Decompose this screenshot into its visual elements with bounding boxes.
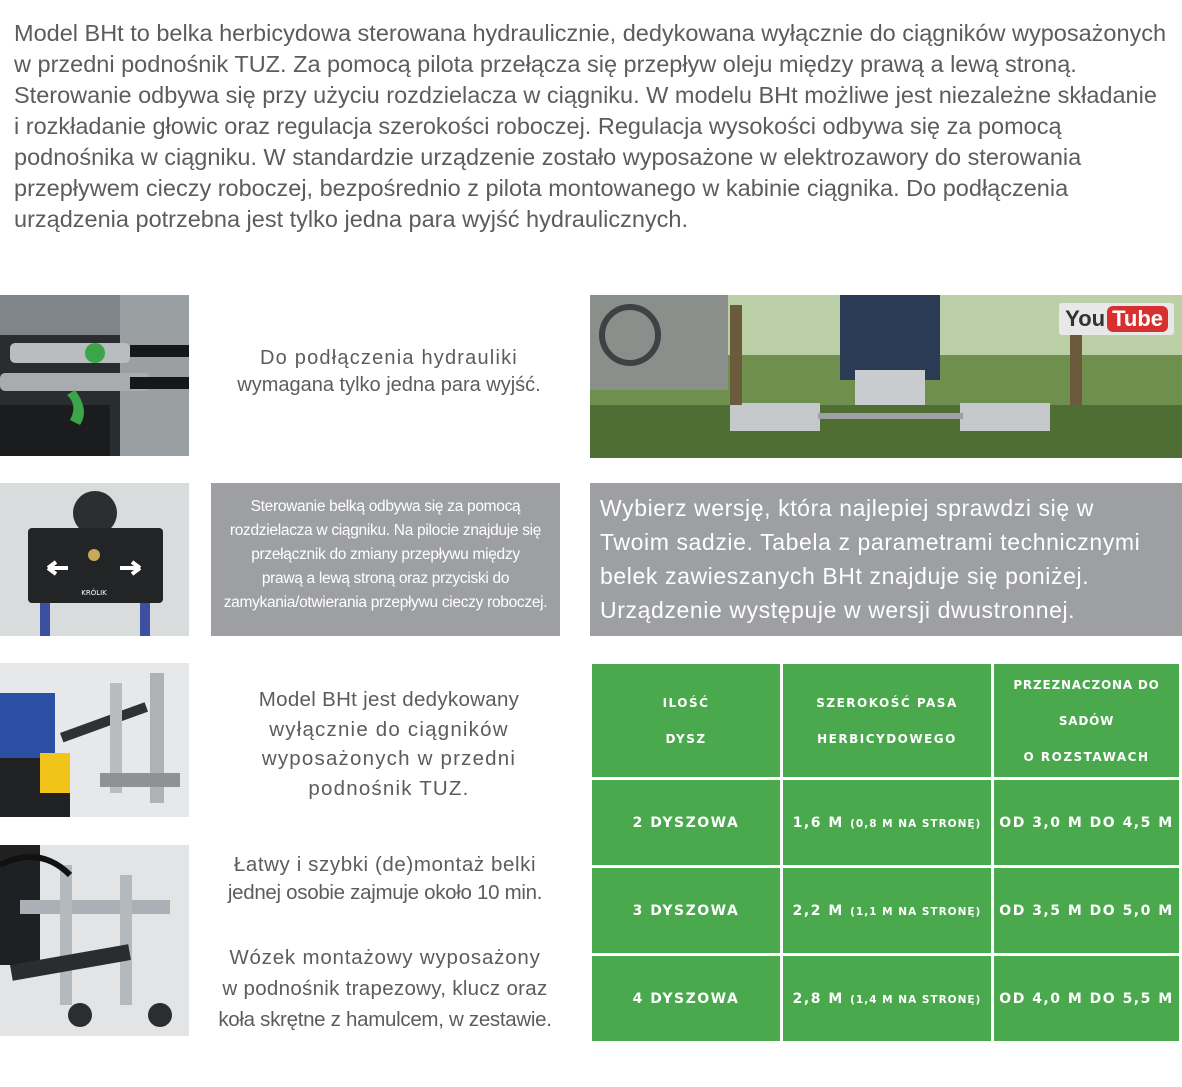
caption-line: wyłącznie do ciągników	[269, 717, 509, 741]
header-line: DYSZ	[665, 731, 707, 746]
tractor-front-mount-photo	[0, 663, 189, 817]
caption-line: w podnośnik trapezowy, klucz oraz	[222, 977, 548, 1000]
cell-nozzles: 4 DYSZOWA	[591, 955, 782, 1043]
intro-line: przepływem cieczy roboczej, bezpośrednio z pilota montowanego w kabinie ciągnika. Do podłączenia	[14, 175, 1069, 201]
table-row	[591, 867, 1181, 955]
cell-spacing: OD 3,5 M DO 5,0 M	[993, 867, 1181, 955]
header-line: SZEROKOŚĆ PASA	[816, 695, 958, 710]
video-thumbnail[interactable]	[590, 295, 1182, 458]
version-line: belek zawieszanych BHt znajduje się poniżej.	[600, 563, 1090, 589]
cell-nozzles: 2 DYSZOWA	[591, 779, 782, 867]
intro-line: urządzenia potrzebna jest tylko jedna para wyjść hydraulicznych.	[14, 206, 689, 232]
header-line: HERBICYDOWEGO	[817, 731, 957, 746]
width-note: (1,1 M NA STRONĘ)	[850, 905, 982, 918]
youtube-logo-icon	[1059, 303, 1174, 335]
caption-line: wyposażonych w przedni	[261, 747, 517, 770]
intro-line: podnośnika w ciągniku. W standardzie urządzenie zostało wyposażone w elektrozawory do sterowania	[14, 144, 1082, 170]
version-line: Wybierz wersję, która najlepiej sprawdzi się w	[600, 495, 1094, 521]
version-line: Twoim sadzie. Tabela z parametrami technicznymi	[600, 529, 1141, 555]
header-spacing	[993, 663, 1181, 779]
remote-line: rozdzielacza w ciągniku. Na pilocie znajduje się	[229, 522, 542, 539]
width-value: 2,8 M	[792, 990, 844, 1007]
cell-spacing: OD 3,0 M DO 4,5 M	[993, 779, 1181, 867]
hydraulic-couplers-photo	[0, 295, 189, 456]
header-width	[782, 663, 993, 779]
remote-line: prawą a lewą stroną oraz przyciski do	[261, 570, 510, 587]
remote-brand-label: KRÓLIK	[81, 589, 107, 597]
width-note: (0,8 M NA STRONĘ)	[850, 817, 982, 830]
header-line: PRZEZNACZONA DO SADÓW	[1013, 677, 1160, 728]
cell-spacing: OD 4,0 M DO 5,5 M	[993, 955, 1181, 1043]
youtube-logo-tube: Tube	[1107, 306, 1168, 332]
caption-line: koła skrętne z hamulcem, w zestawie.	[218, 1008, 552, 1031]
caption-line: jednej osobie zajmuje około 10 min.	[227, 881, 543, 904]
remote-line: Sterowanie belką odbywa się za pomocą	[250, 498, 521, 515]
intro-line: w przedni podnośnik TUZ. Za pomocą pilota przełącza się przepływ oleju między prawą a lewą stroną.	[14, 51, 1077, 77]
width-note: (1,4 M NA STRONĘ)	[850, 993, 982, 1006]
table-row	[591, 779, 1181, 867]
header-nozzles	[591, 663, 782, 779]
mounting-caption	[210, 851, 560, 907]
version-info-box	[590, 483, 1182, 636]
caption-line: Wózek montażowy wyposażony	[229, 946, 541, 969]
cell-nozzles: 3 DYSZOWA	[591, 867, 782, 955]
table-row	[591, 955, 1181, 1043]
intro-line: i rozkładanie głowic oraz regulacja szerokości roboczej. Regulacja wysokości odbywa się za pomocą	[14, 113, 1062, 139]
caption-line: podnośnik TUZ.	[308, 776, 470, 800]
cell-width	[782, 867, 993, 955]
header-line: O ROZSTAWACH	[1023, 749, 1150, 764]
specs-table	[589, 661, 1182, 1044]
cell-width	[782, 779, 993, 867]
caption-line: Do podłączenia hydrauliki	[260, 347, 518, 369]
hydraulics-caption	[214, 345, 564, 399]
table-header-row	[591, 663, 1181, 779]
model-caption	[230, 685, 548, 803]
remote-line: przełącznik do zmiany przepływu między	[251, 546, 520, 563]
caption-line: Łatwy i szybki (de)montaż belki	[233, 853, 537, 876]
remote-control-photo	[0, 483, 189, 636]
intro-line: Sterowanie odbywa się przy użyciu rozdzielacza w ciągniku. W modelu BHt możliwe jest niezależne składanie	[14, 82, 1157, 108]
intro-paragraph	[14, 18, 1176, 235]
trolley-caption	[210, 942, 560, 1035]
mounting-trolley-photo	[0, 845, 189, 1036]
youtube-logo-you: You	[1065, 306, 1106, 331]
remote-description-box	[211, 483, 560, 636]
caption-line: wymagana tylko jedna para wyjść.	[237, 374, 541, 396]
width-value: 1,6 M	[792, 814, 844, 831]
width-value: 2,2 M	[792, 902, 844, 919]
version-line: Urządzenie występuje w wersji dwustronnej.	[600, 597, 1076, 623]
intro-line: Model BHt to belka herbicydowa sterowana hydraulicznie, dedykowana wyłącznie do ciągników wyposażonych	[14, 20, 1167, 46]
header-line: ILOŚĆ	[662, 695, 710, 710]
caption-line: Model BHt jest dedykowany	[258, 688, 520, 711]
cell-width	[782, 955, 993, 1043]
remote-line: zamykania/otwierania przepływu cieczy roboczej.	[223, 594, 548, 611]
